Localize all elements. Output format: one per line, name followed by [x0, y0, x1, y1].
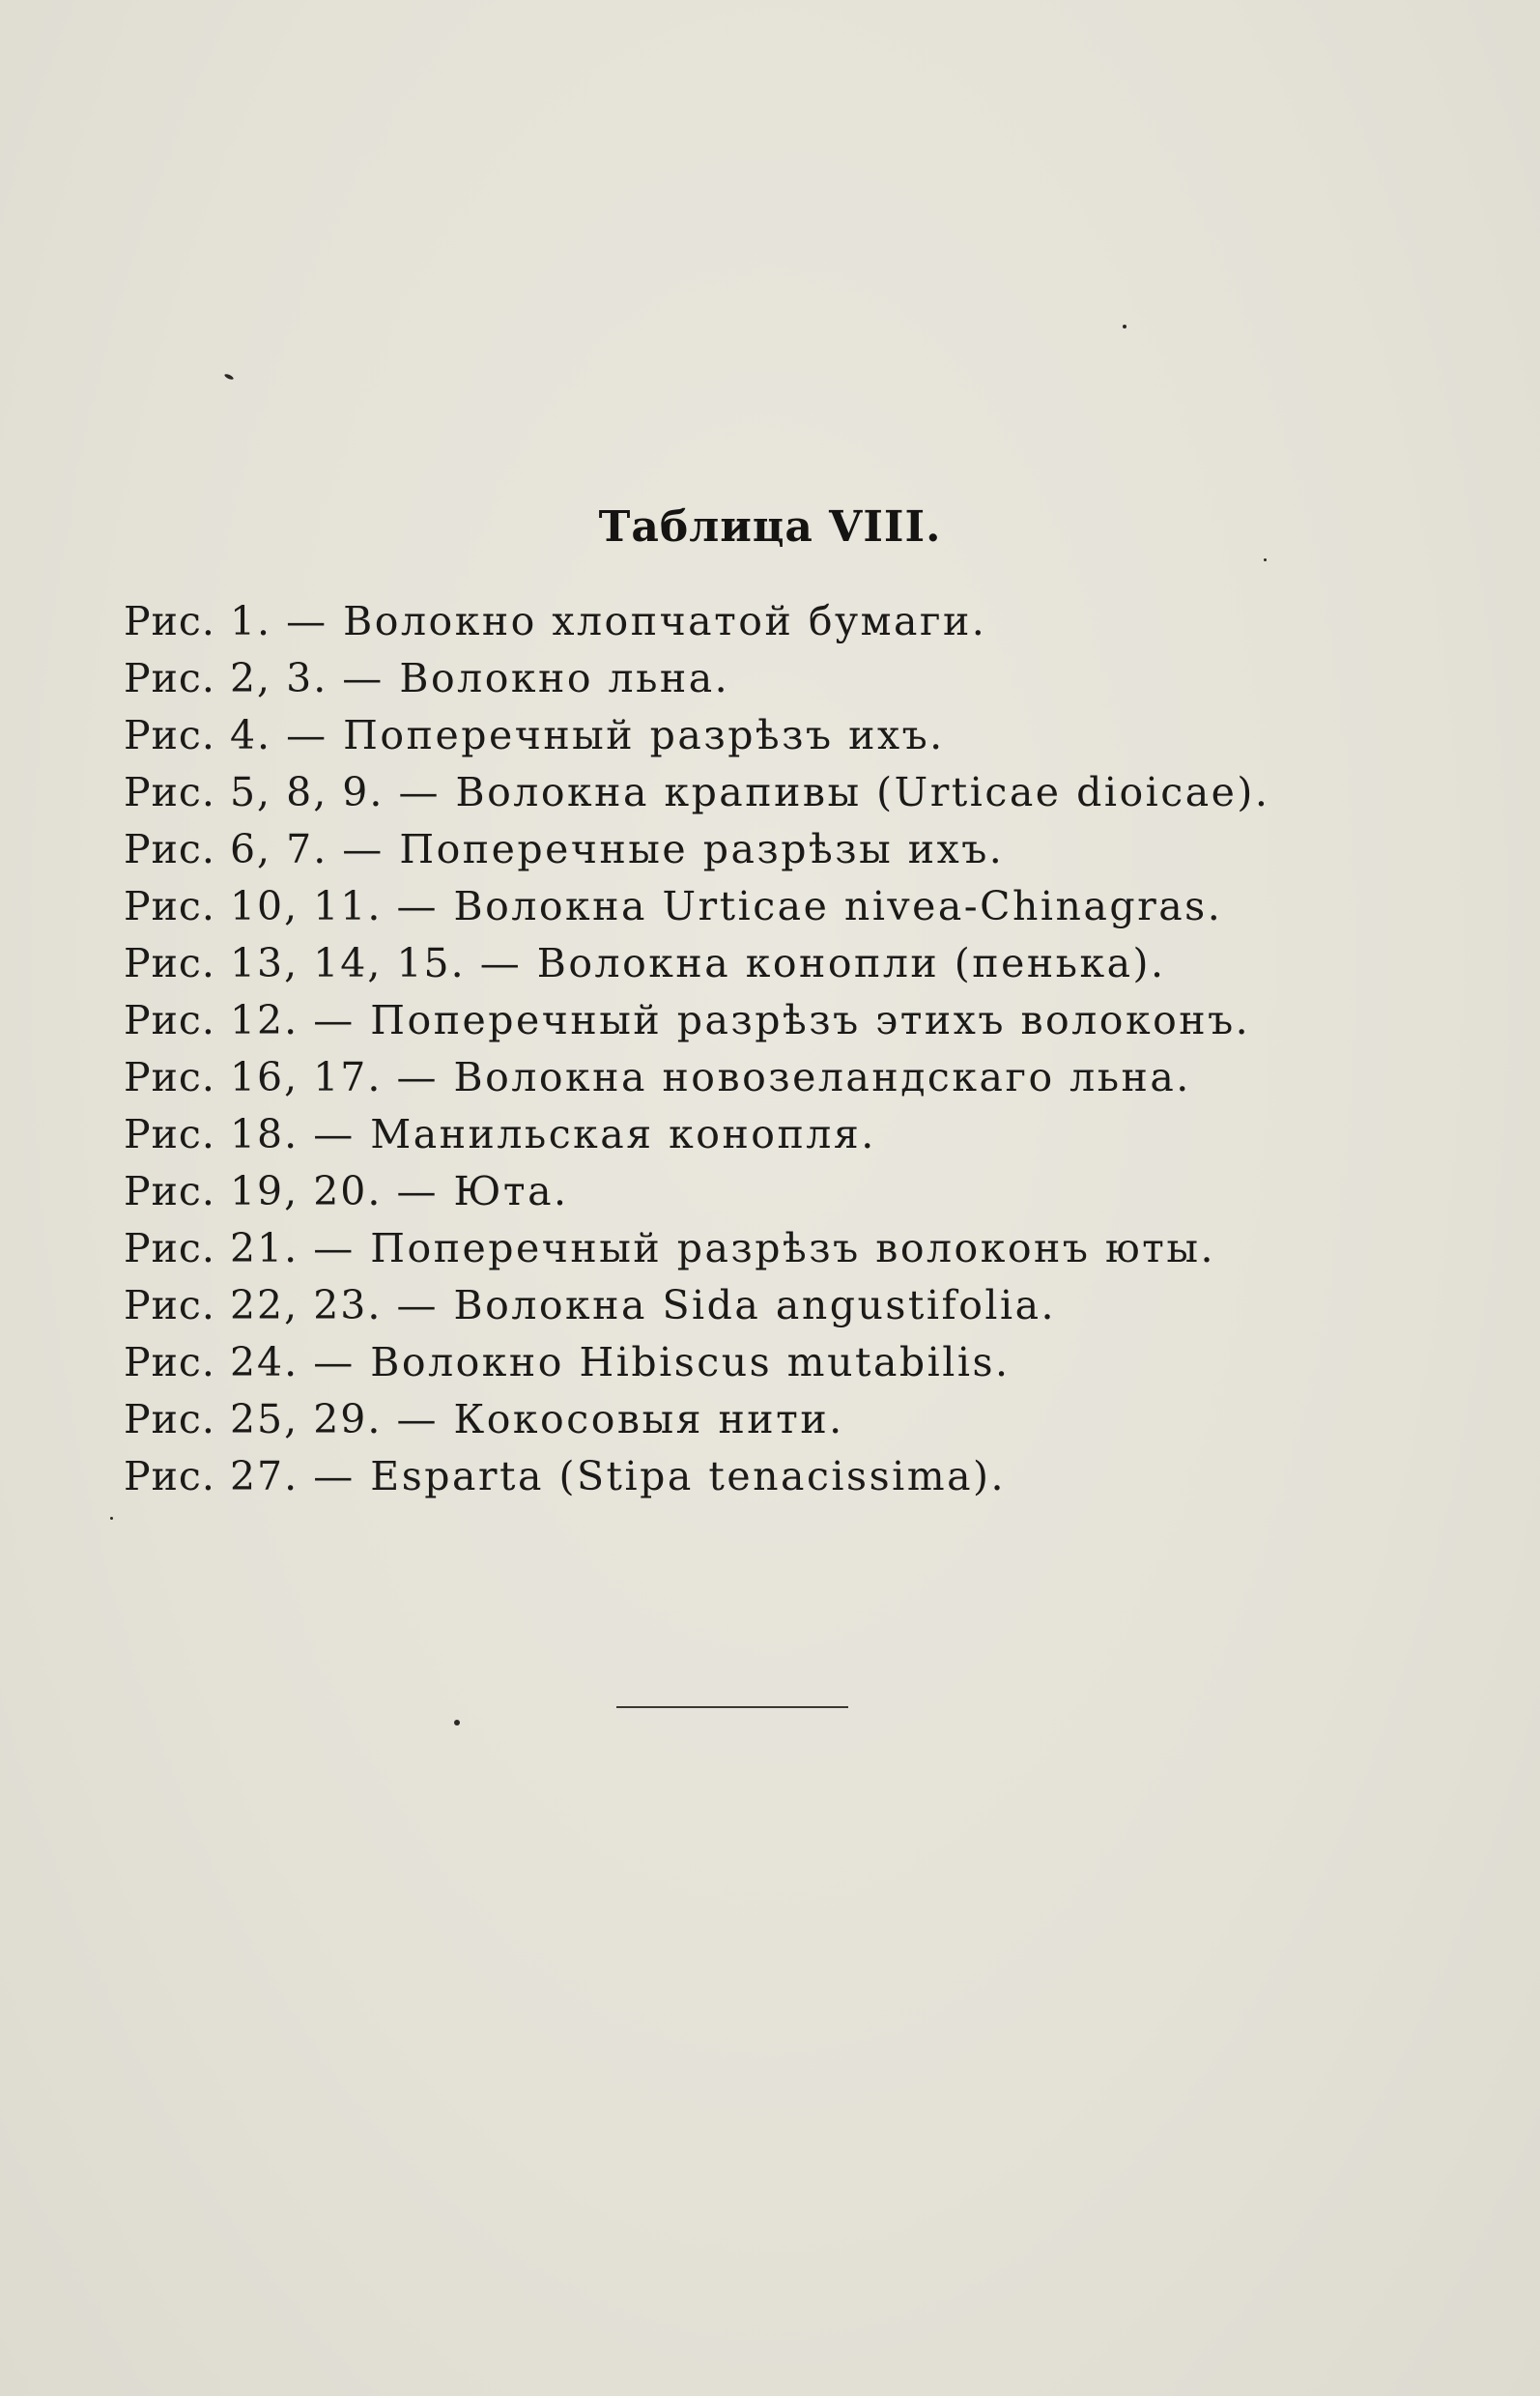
item-label: Рис.: [124, 1339, 215, 1385]
item-label: Рис.: [124, 940, 215, 986]
item-label: Рис.: [124, 826, 215, 872]
list-item: [124, 1220, 1380, 1277]
list-item: [124, 935, 1380, 992]
item-label: Рис.: [124, 1111, 215, 1157]
item-description: — Поперечный разрѣзъ ихъ.: [286, 712, 945, 758]
paper-speck: [1264, 558, 1267, 561]
paper-speck: [1123, 325, 1126, 328]
item-label: Рис.: [124, 712, 215, 758]
item-label: Рис.: [124, 1054, 215, 1100]
item-numbers: 27.: [229, 1453, 299, 1499]
item-numbers: 16, 17.: [229, 1054, 383, 1100]
list-item: [124, 593, 1380, 650]
item-description: — Юта.: [396, 1168, 569, 1214]
item-description: — Поперечный разрѣзъ этихъ волоконъ.: [313, 997, 1251, 1043]
list-item: [124, 764, 1380, 821]
item-description: — Волокно хлопчатой бумаги.: [286, 598, 987, 644]
item-description: — Кокосовыя нити.: [396, 1396, 844, 1442]
paper-speck: [224, 373, 235, 381]
list-item: [124, 1106, 1380, 1163]
paper-speck: [454, 1720, 460, 1726]
list-item: [124, 1391, 1380, 1448]
item-numbers: 2, 3.: [229, 655, 328, 701]
item-description: — Волокна Sida angustifolia.: [396, 1282, 1057, 1328]
item-label: Рис.: [124, 1168, 215, 1214]
item-label: Рис.: [124, 1282, 215, 1328]
item-numbers: 4.: [229, 712, 272, 758]
item-label: Рис.: [124, 1225, 215, 1271]
item-description: — Волокно Hibiscus mutabilis.: [313, 1339, 1011, 1385]
item-numbers: 13, 14, 15.: [229, 940, 466, 986]
item-description: — Волокно льна.: [342, 655, 730, 701]
closing-rule: [616, 1706, 848, 1708]
item-description: — Волокна крапивы (Urticae dioicae).: [398, 769, 1270, 815]
list-item: [124, 878, 1380, 935]
list-item: [124, 1448, 1380, 1505]
list-item: [124, 707, 1380, 764]
item-numbers: 6, 7.: [229, 826, 328, 872]
item-numbers: 25, 29.: [229, 1396, 383, 1442]
item-numbers: 10, 11.: [229, 883, 383, 929]
list-item: [124, 1049, 1380, 1106]
list-item: [124, 650, 1380, 707]
item-numbers: 24.: [229, 1339, 299, 1385]
item-description: — Волокна новозеландскаго льна.: [396, 1054, 1191, 1100]
item-label: Рис.: [124, 598, 215, 644]
item-description: — Поперечные разрѣзы ихъ.: [342, 826, 1005, 872]
item-numbers: 19, 20.: [229, 1168, 383, 1214]
table-title: Таблица VIII.: [598, 502, 942, 552]
item-description: — Манильская конопля.: [313, 1111, 876, 1157]
item-label: Рис.: [124, 1396, 215, 1442]
item-numbers: 21.: [229, 1225, 299, 1271]
item-label: Рис.: [124, 997, 215, 1043]
paper-speck: [110, 1517, 113, 1520]
item-numbers: 18.: [229, 1111, 299, 1157]
item-numbers: 1.: [229, 598, 272, 644]
item-numbers: 12.: [229, 997, 299, 1043]
list-item: [124, 1334, 1380, 1391]
item-label: Рис.: [124, 883, 215, 929]
item-label: Рис.: [124, 655, 215, 701]
item-description: — Волокна конопли (пенька).: [479, 940, 1166, 986]
item-description: — Поперечный разрѣзъ волоконъ юты.: [313, 1225, 1216, 1271]
list-item: [124, 1277, 1380, 1334]
list-item: [124, 992, 1380, 1049]
item-description: — Волокна Urticae nivea-Chinagras.: [396, 883, 1223, 929]
item-label: Рис.: [124, 769, 215, 815]
item-numbers: 22, 23.: [229, 1282, 383, 1328]
item-numbers: 5, 8, 9.: [229, 769, 385, 815]
item-label: Рис.: [124, 1453, 215, 1499]
figure-list: [124, 593, 1380, 1505]
list-item: [124, 1163, 1380, 1220]
item-description: — Esparta (Stipa tenacissima).: [313, 1453, 1007, 1499]
list-item: [124, 821, 1380, 878]
